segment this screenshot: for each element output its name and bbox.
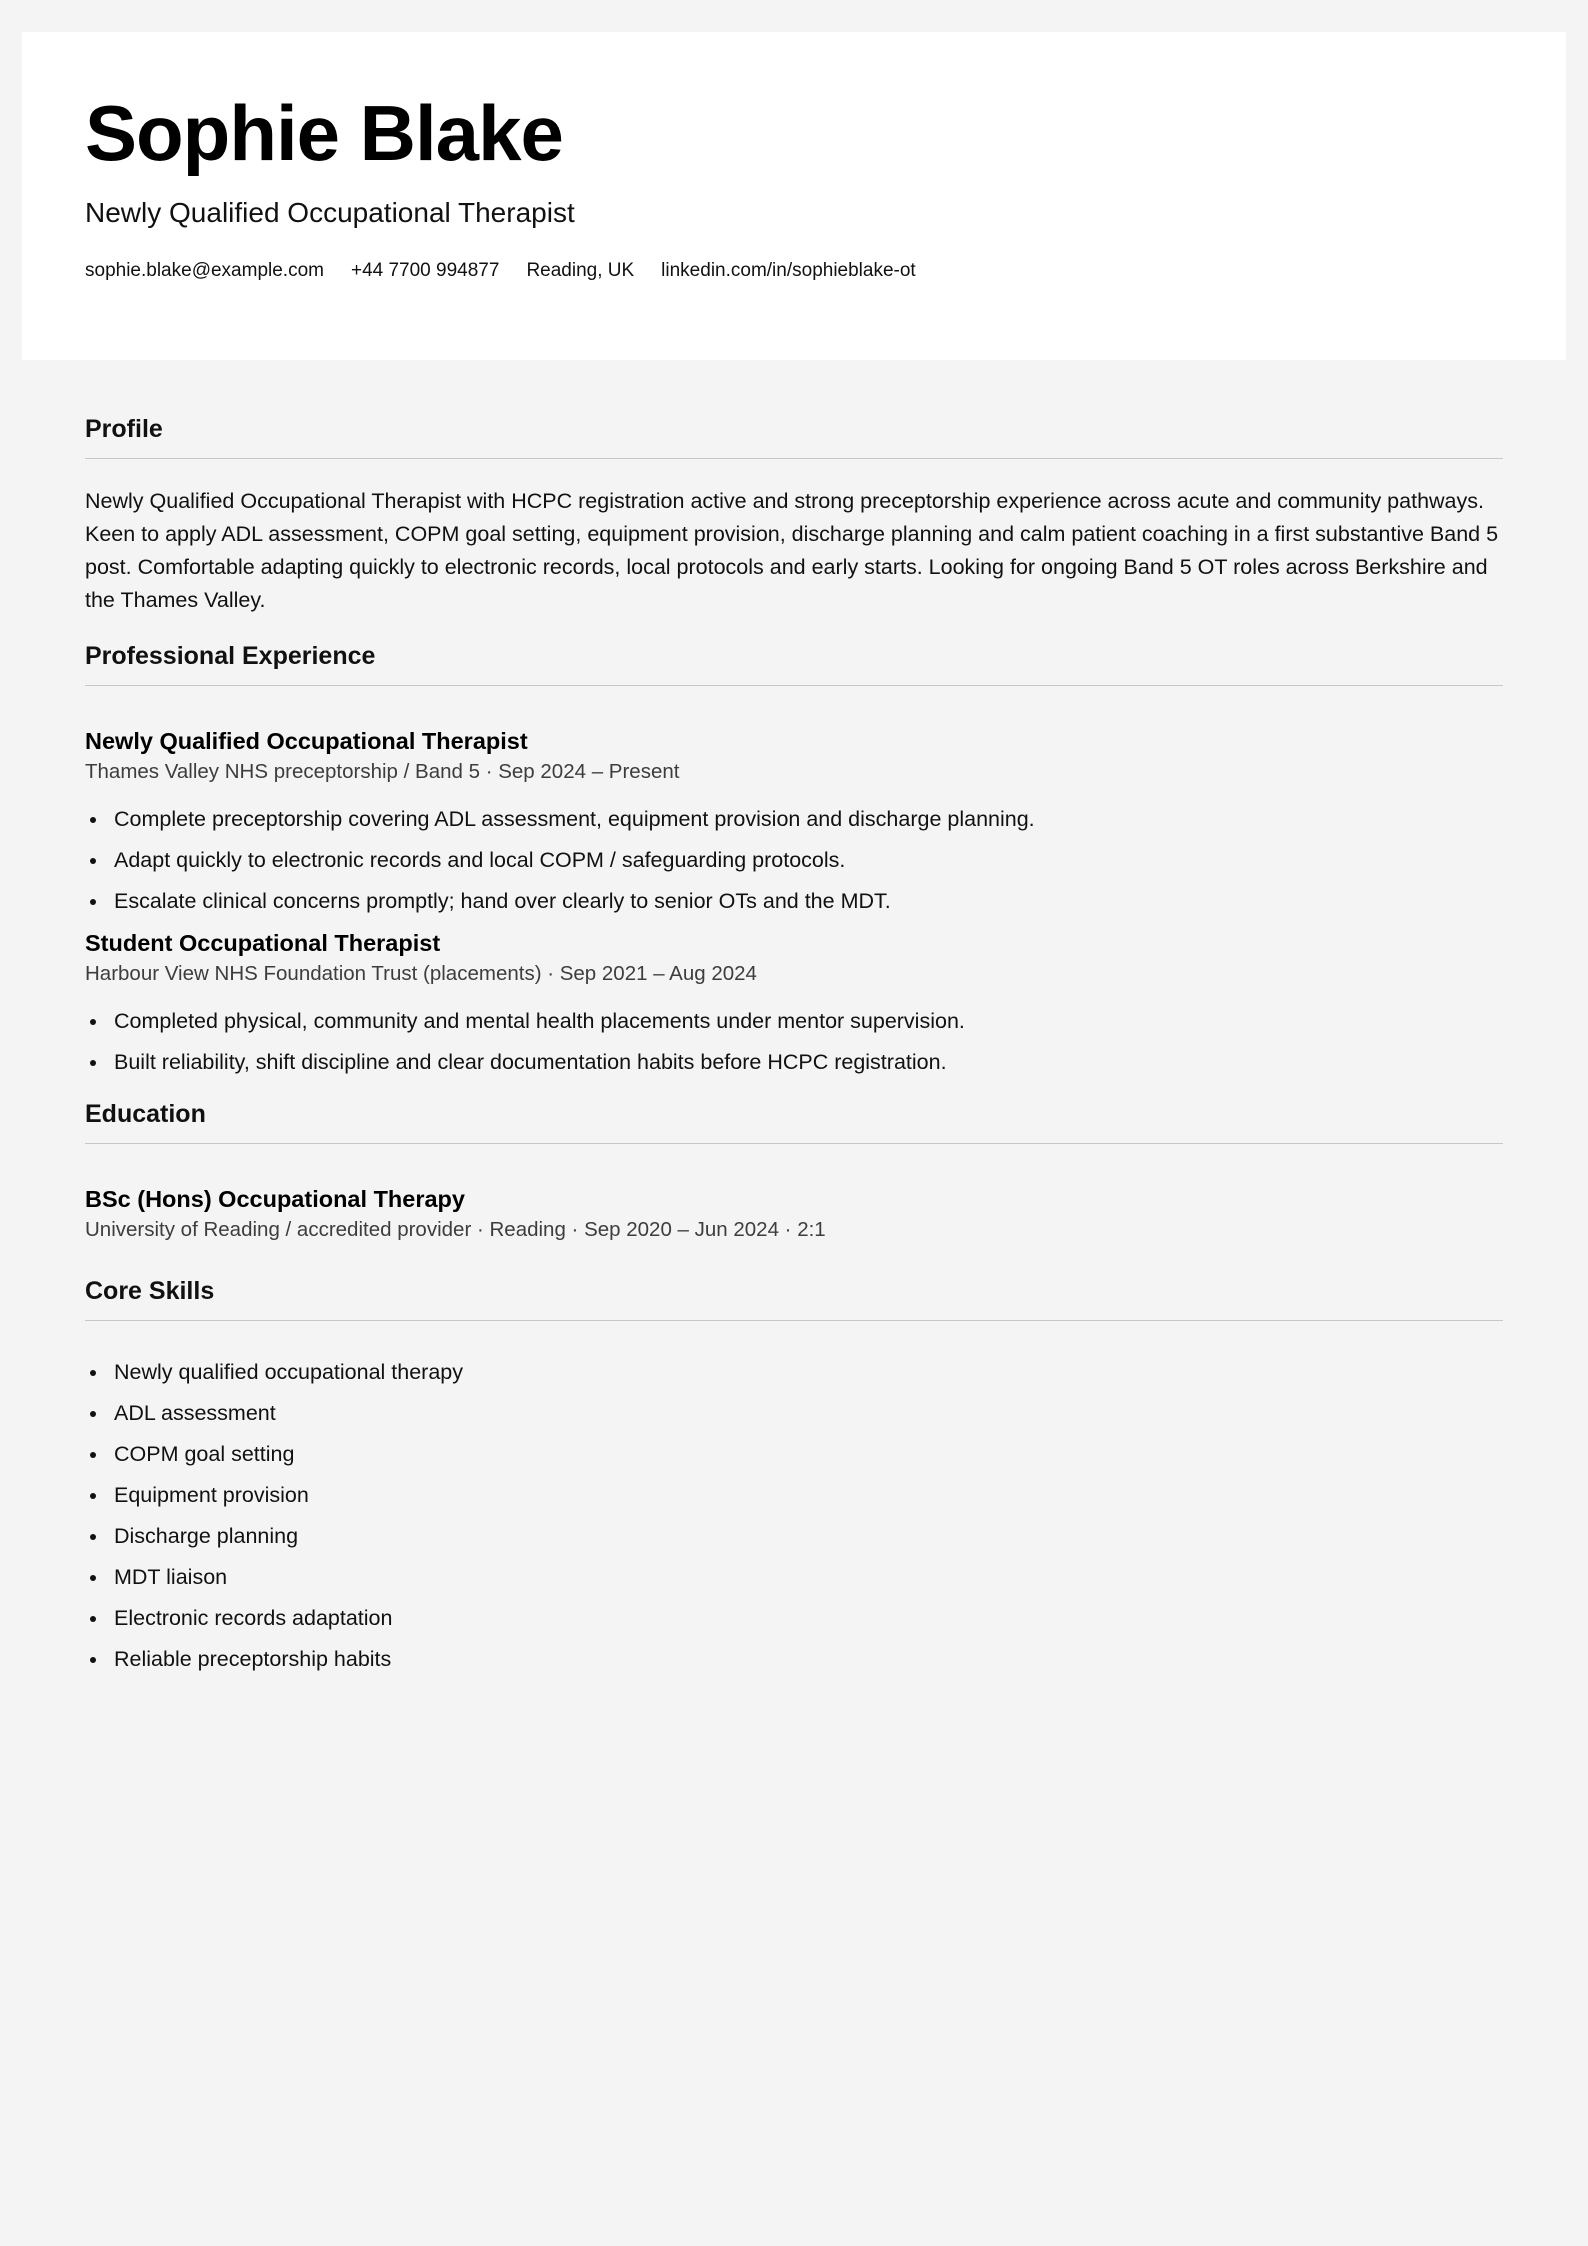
- job-bullet: Built reliability, shift discipline and clear documentation habits before HCPC registration.: [114, 1047, 1503, 1077]
- section-title-skills: Core Skills: [85, 1276, 1503, 1321]
- profile-text: Newly Qualified Occupational Therapist with HCPC registration active and strong preceptorship experience across acute and community pathways. Keen to apply ADL assessment, COPM goal setting, equipment provision, discharge planning and calm patient coaching in a first substantive Band 5 post. Comfortable adapting quickly to electronic records, local protocols and early starts. Looking for ongoing Band 5 OT roles across Berkshire and the Thames Valley.: [85, 489, 1499, 612]
- contact-email[interactable]: sophie.blake@example.com: [85, 260, 324, 281]
- skill-item: COPM goal setting: [114, 1439, 1503, 1469]
- job-bullets: [85, 804, 1503, 916]
- skill-item: MDT liaison: [114, 1562, 1503, 1592]
- job-bullet: Completed physical, community and mental health placements under mentor supervision.: [114, 1006, 1503, 1036]
- job-meta: Thames Valley NHS preceptorship / Band 5 · Sep 2024 – Present: [85, 760, 680, 783]
- job-entry: [85, 726, 1503, 916]
- skill-item: ADL assessment: [114, 1398, 1503, 1428]
- candidate-headline: Newly Qualified Occupational Therapist: [85, 197, 575, 228]
- contact-location: Reading, UK: [526, 260, 635, 281]
- candidate-name: Sophie Blake: [85, 89, 563, 177]
- job-bullet: Adapt quickly to electronic records and local COPM / safeguarding protocols.: [114, 845, 1503, 875]
- job-title: Student Occupational Therapist: [85, 930, 441, 956]
- skills-list: [85, 1357, 1503, 1674]
- job-meta: Harbour View NHS Foundation Trust (placements) · Sep 2021 – Aug 2024: [85, 962, 757, 985]
- job-entry: [85, 928, 1503, 1077]
- job-title: Newly Qualified Occupational Therapist: [85, 728, 528, 754]
- education-entry: [85, 1184, 1503, 1244]
- education-section: [85, 1099, 1503, 1244]
- job-bullet: Escalate clinical concerns promptly; hand over clearly to senior OTs and the MDT.: [114, 886, 1503, 916]
- job-bullets: [85, 1006, 1503, 1077]
- experience-section: [85, 641, 1503, 1077]
- contact-row: [85, 260, 916, 282]
- skill-item: Newly qualified occupational therapy: [114, 1357, 1503, 1387]
- section-title-profile: Profile: [85, 414, 1503, 459]
- section-title-education: Education: [85, 1099, 1503, 1144]
- skill-item: Electronic records adaptation: [114, 1603, 1503, 1633]
- resume-header: [22, 32, 1566, 360]
- skill-item: Discharge planning: [114, 1521, 1503, 1551]
- contact-phone[interactable]: +44 7700 994877: [350, 260, 500, 281]
- skill-item: Equipment provision: [114, 1480, 1503, 1510]
- degree-meta: University of Reading / accredited provider · Reading · Sep 2020 – Jun 2024 · 2:1: [85, 1218, 826, 1241]
- resume-body: [85, 414, 1503, 1685]
- profile-section: [85, 414, 1503, 617]
- skills-section: [85, 1276, 1503, 1674]
- contact-linkedin[interactable]: linkedin.com/in/sophieblake-ot: [661, 260, 916, 281]
- section-title-experience: Professional Experience: [85, 641, 1503, 686]
- skill-item: Reliable preceptorship habits: [114, 1644, 1503, 1674]
- job-bullet: Complete preceptorship covering ADL assessment, equipment provision and discharge planning.: [114, 804, 1503, 834]
- degree-title: BSc (Hons) Occupational Therapy: [85, 1186, 465, 1212]
